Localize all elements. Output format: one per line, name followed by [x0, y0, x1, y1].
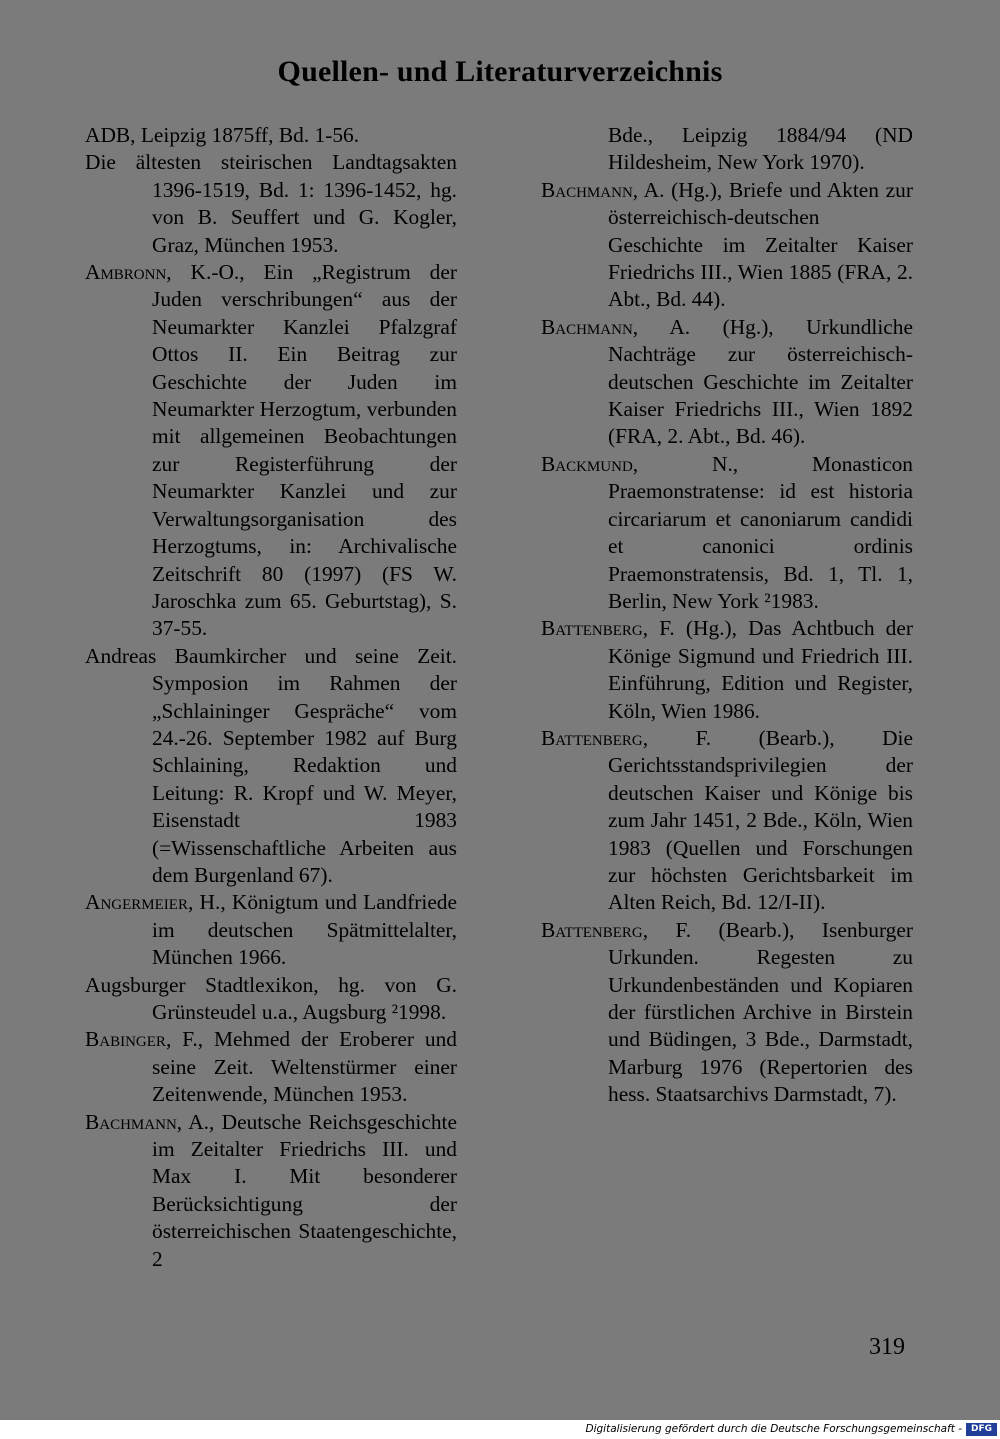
entry-text: , F., Mehmed der Eroberer und seine Zeit. Weltenstürmer einer Zeitenwende, München 1953. — [152, 1027, 457, 1107]
bibliography-entry — [541, 314, 913, 451]
bibliography-entry — [85, 643, 457, 890]
entry-text: , F. (Hg.), Das Achtbuch der Könige Sigmund und Friedrich III. Einführung, Edition und Register, Köln, Wien 1986. — [608, 616, 913, 723]
entry-text: , K.-O., Ein „Registrum der Juden verschribungen“ aus der Neumarkter Kanzlei Pfalzgraf Ottos II. Ein Beitrag zur Geschichte der Juden im Neumarkter Herzogtum, verbunden mit allgemeinen Beobachtungen zur Registerführung der Neumarkter Kanzlei und zur Verwaltungsorganisation des Herzogtums, in: Archivalische Zeitschrift 80 (1997) (FS W. Jaroschka zum 65. Geburtstag), S. 37-55. — [152, 260, 457, 641]
entry-text: , N., Monasticon Praemonstratense: id est historia circariarum et canoniarum candidi et canonici ordinis Praemonstratensis, Bd. 1, Tl. 1, Berlin, New York ²1983. — [608, 451, 913, 613]
entry-author: Bachmann — [85, 1109, 177, 1134]
entry-author: Bachmann — [541, 314, 633, 339]
entry-author: Ambronn — [85, 260, 167, 285]
bibliography-entry-continuation: Bde., Leipzig 1884/94 (ND Hildesheim, New York 1970). — [608, 123, 913, 175]
entry-text: , F. (Bearb.), Die Gerichtsstandsprivilegien der deutschen Kaiser und Könige bis zum Jahr 1451, 2 Bde., Köln, Wien 1983 (Quellen und Forschungen zur höchsten Gerichtsbarkeit im Alten Reich, Bd. 12/I-II). — [608, 725, 913, 915]
entry-author: Battenberg — [541, 616, 643, 641]
entry-text: ADB, Leipzig 1875ff, Bd. 1-56. — [85, 123, 360, 147]
page-number: 319 — [869, 1334, 905, 1360]
entry-author: Battenberg — [541, 917, 643, 942]
bibliography-entry — [85, 1026, 457, 1108]
entry-text: Die ältesten steirischen Landtagsakten 1396-1519, Bd. 1: 1396-1452, hg. von B. Seuffert und G. Kogler, Graz, München 1953. — [85, 150, 457, 257]
bibliography-entry — [541, 615, 913, 725]
digitization-footer — [0, 1420, 1000, 1439]
entry-author: Babinger — [85, 1027, 166, 1052]
bibliography-entry — [85, 972, 457, 1027]
bibliography-entry — [541, 725, 913, 917]
entry-author: Angermeier — [85, 890, 188, 915]
entry-author: Bachmann — [541, 177, 633, 202]
bibliography-entry — [85, 122, 457, 149]
bibliography-entry — [541, 177, 913, 314]
entry-text: , A., Deutsche Reichsgeschichte im Zeitalter Friedrichs III. und Max I. Mit besonderer Berücksichtigung der österreichischen Staatengeschichte, 2 — [152, 1109, 457, 1271]
bibliography-column-right — [541, 122, 913, 1109]
entry-text: , F. (Bearb.), Isenburger Urkunden. Regesten zu Urkundenbeständen und Kopiaren der fürstlichen Archive in Birstein und Büdingen, 3 Bde., Darmstadt, Marburg 1976 (Repertorien des hess. Staatsarchivs Darmstadt, 7). — [608, 917, 913, 1107]
entry-author: Backmund — [541, 451, 633, 476]
bibliography-entry — [85, 889, 457, 971]
dfg-logo-icon: DFG — [966, 1423, 997, 1436]
entry-text: , A. (Hg.), Briefe und Akten zur österreichisch-deutschen Geschichte im Zeitalter Kaiser Friedrichs III., Wien 1885 (FRA, 2. Abt., Bd. 44). — [608, 177, 913, 312]
footer-credit-text: Digitalisierung gefördert durch die Deutsche Forschungsgemeinschaft - — [585, 1423, 962, 1435]
page-title: Quellen- und Literaturverzeichnis — [277, 55, 723, 88]
bibliography-entry — [541, 917, 913, 1109]
entry-text: , H., Königtum und Landfriede im deutschen Spätmittelalter, München 1966. — [152, 890, 457, 970]
bibliography-entry — [85, 149, 457, 259]
entry-text: Augsburger Stadtlexikon, hg. von G. Grünsteudel u.a., Augsburg ²1998. — [85, 972, 457, 1024]
bibliography-entry — [85, 1109, 457, 1273]
bibliography-entry — [541, 451, 913, 615]
entry-text: , A. (Hg.), Urkundliche Nachträge zur österreichisch-deutschen Geschichte im Zeitalter Kaiser Friedrichs III., Wien 1892 (FRA, 2. Abt., Bd. 46). — [608, 314, 913, 449]
bibliography-entry — [85, 259, 457, 643]
entry-text: Andreas Baumkircher und seine Zeit. Symposion im Rahmen der „Schlaininger Gespräche“ vom 24.-26. September 1982 auf Burg Schlaining, Redaktion und Leitung: R. Kropf und W. Meyer, Eisenstadt 1983 (=Wissenschaftliche Arbeiten aus dem Burgenland 67). — [85, 643, 457, 887]
bibliography-column-left — [85, 122, 457, 1273]
entry-author: Battenberg — [541, 725, 643, 750]
